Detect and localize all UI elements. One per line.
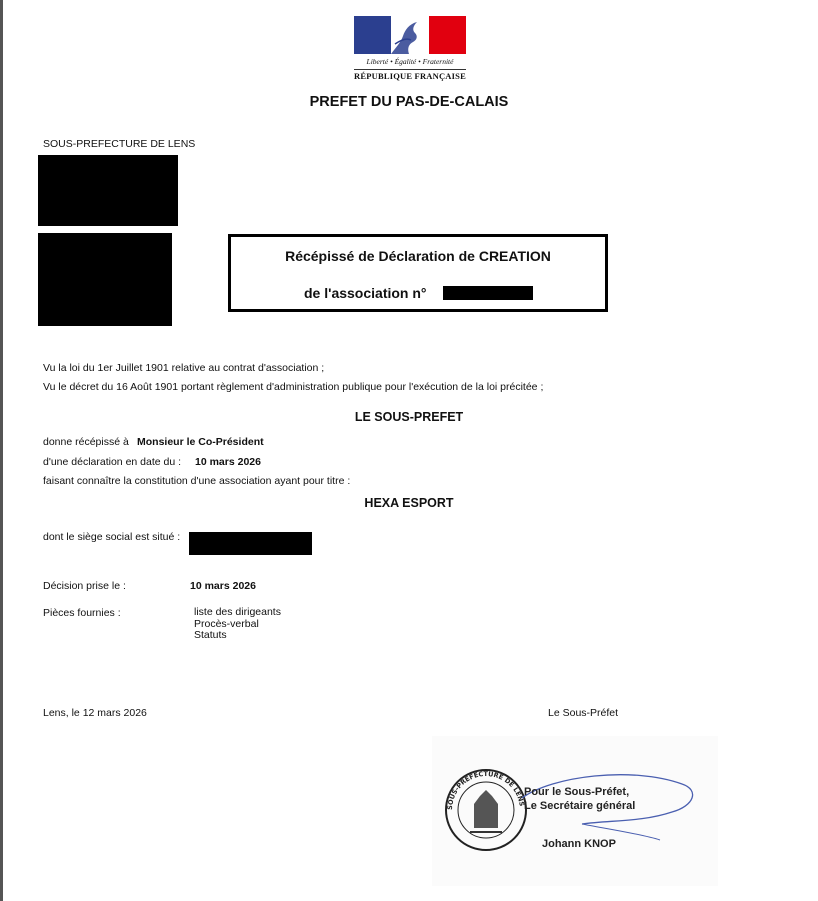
preamble-decree: Vu le décret du 16 Août 1901 portant règlement d'administration publique pour l'exécution de la loi précitée ; <box>43 381 544 393</box>
page-left-edge <box>0 0 3 901</box>
prefet-title: PREFET DU PAS-DE-CALAIS <box>309 94 509 110</box>
association-name: HEXA ESPORT <box>364 496 454 510</box>
tricolor-flag-icon <box>354 16 466 54</box>
association-number-label: de l'association n° <box>304 285 427 301</box>
decision-date: 10 mars 2026 <box>190 580 256 592</box>
redacted-seat-address <box>189 532 312 555</box>
receipt-title-box <box>228 234 608 312</box>
seat-label: dont le siège social est situé : <box>43 531 181 543</box>
place-date: Lens, le 12 mars 2026 <box>43 707 147 719</box>
republic-name: RÉPUBLIQUE FRANÇAISE <box>354 71 466 81</box>
republic-motto: Liberté • Égalité • Fraternité <box>366 57 454 66</box>
stamp-text: SOUS-PREFECTURE DE LENS <box>445 769 526 811</box>
recipient-value: Monsieur le Co-Président <box>137 436 264 448</box>
redacted-block-name <box>38 155 178 226</box>
office-name: SOUS-PREFECTURE DE LENS <box>43 138 196 150</box>
document-item: Statuts <box>194 629 227 641</box>
receipt-title: Récépissé de Déclaration de CREATION <box>285 248 551 264</box>
signatory-title: Le Sous-Préfet <box>548 707 619 719</box>
declaration-label: d'une déclaration en date du : <box>43 456 182 468</box>
decision-label: Décision prise le : <box>43 580 126 592</box>
documents-list <box>194 607 281 642</box>
document-item: Procès-verbal <box>194 617 259 630</box>
signature-block <box>432 736 718 886</box>
marianne-profile-icon <box>391 16 428 54</box>
redacted-association-number <box>443 286 533 300</box>
recipient-label: donne récépissé à <box>43 436 129 448</box>
signature-line2: Le Secrétaire général <box>524 800 636 812</box>
constitution-text: faisant connaître la constitution d'une association ayant pour titre : <box>43 475 351 487</box>
preamble-law: Vu la loi du 1er Juillet 1901 relative au contrat d'association ; <box>43 362 325 374</box>
marianne-logo <box>354 16 466 84</box>
signatory-name: Johann KNOP <box>542 838 616 850</box>
redacted-block-address <box>38 233 172 326</box>
document-item: liste des dirigeants <box>194 606 281 618</box>
documents-label: Pièces fournies : <box>43 607 121 619</box>
signature-line1: Pour le Sous-Préfet, <box>524 786 630 798</box>
authority-title: LE SOUS-PREFET <box>354 410 464 424</box>
declaration-date: 10 mars 2026 <box>195 456 261 468</box>
